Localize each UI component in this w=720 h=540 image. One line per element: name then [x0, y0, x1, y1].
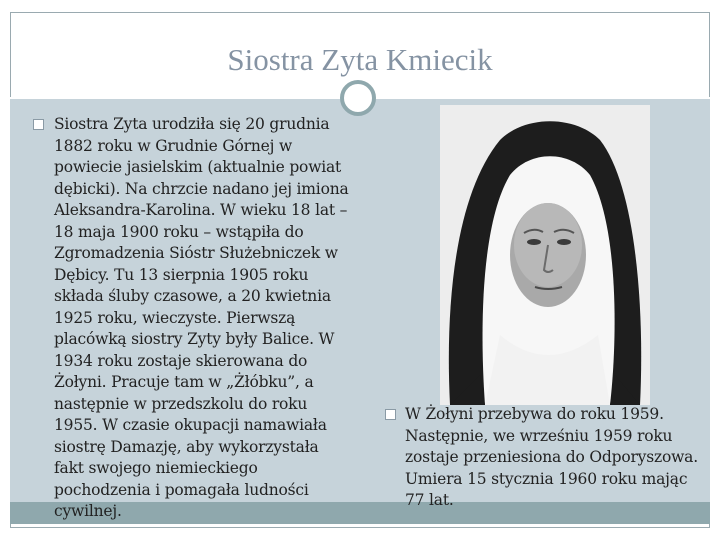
portrait-illustration: [440, 105, 650, 405]
bullet-icon: [33, 119, 44, 130]
bullet-icon: [385, 409, 396, 420]
left-paragraph: Siostra Zyta urodziła się 20 grudnia 1882 roku w Grudnie Górnej w powiecie jasielskim (aktualnie powiat dębicki). Na chrzcie nadano jej imiona Aleksandra-Karolina. W wieku 18 lat – 18 maja 1900 roku – wstąpiła do Zgromadzenia Sióstr Służebniczek w Dębicy. Tu 13 sierpnia 1905 roku składa śluby czasowe, a 20 kwietnia 1925 roku, wieczyste. Pierwszą placówką siostry Zyty były Balice. W 1934 roku zostaje skierowana do Żołyni. Pracuje tam w „Żłóbku”, a następnie w przedszkolu do roku 1955. W czasie okupacji namawiała siostrę Damazję, aby wykorzystała fakt swojego niemieckiego pochodzenia i pomagała ludności cywilnej.: [54, 115, 349, 520]
divider-circle-ornament: [340, 80, 376, 116]
right-paragraph: W Żołyni przebywa do roku 1959. Następnie, we wrześniu 1959 roku zostaje przeniesiona do Odporyszowa. Umiera 15 stycznia 1960 roku mając 77 lat.: [405, 405, 698, 509]
portrait-photo: [440, 105, 650, 405]
slide-title: Siostra Zyta Kmiecik: [227, 42, 493, 77]
